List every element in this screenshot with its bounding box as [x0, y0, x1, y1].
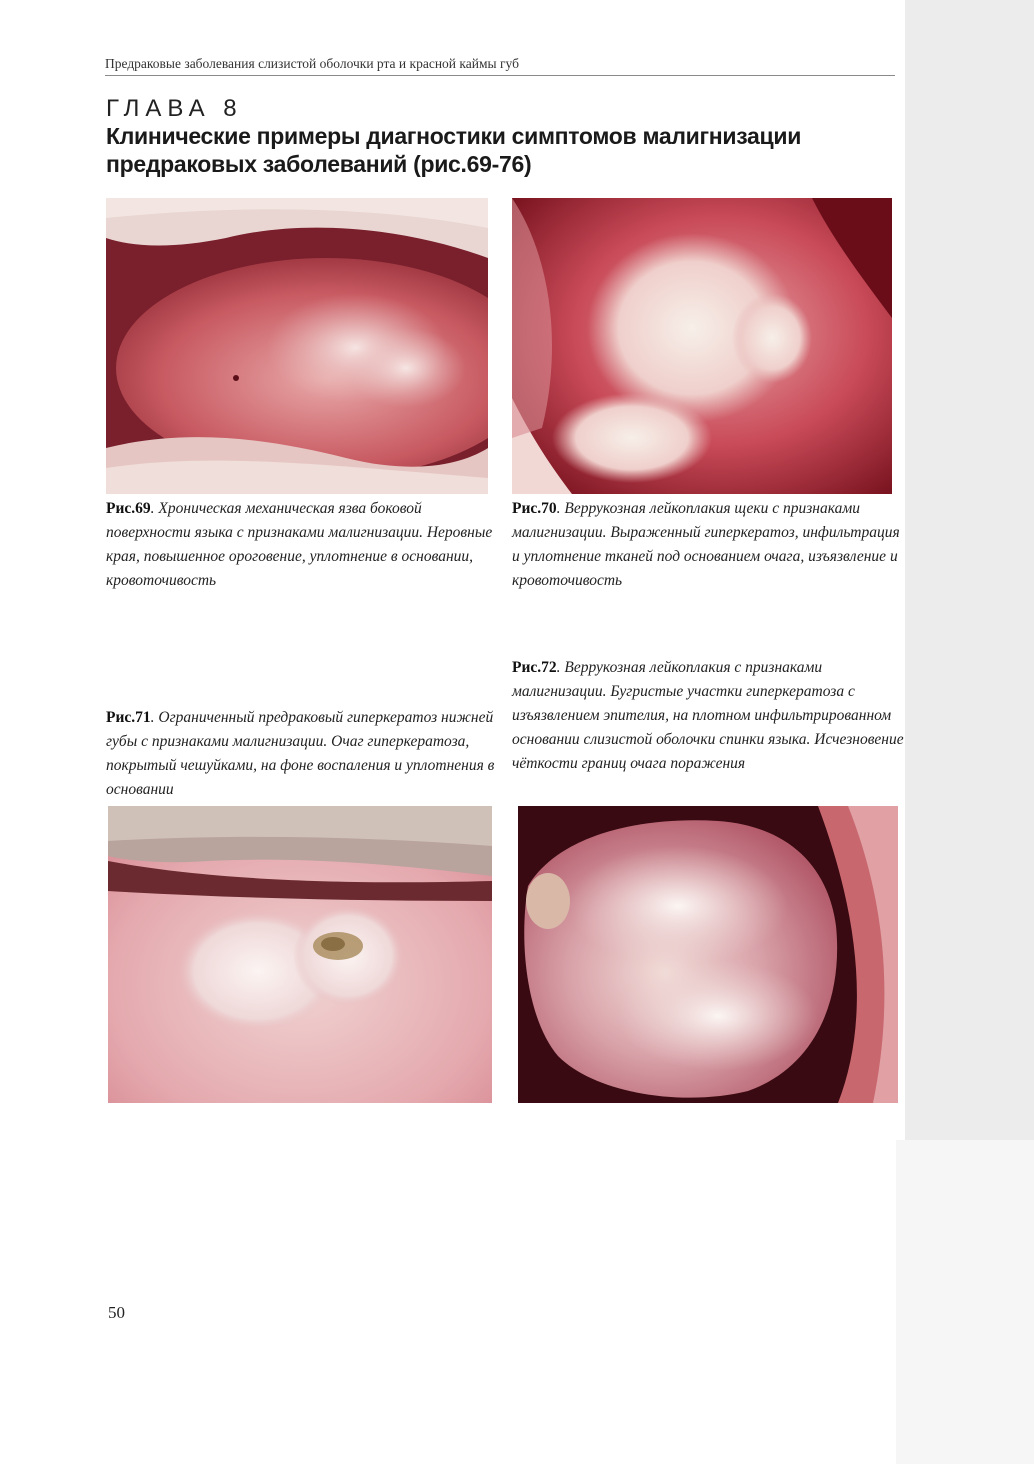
- figure-71-photo: [108, 806, 492, 1103]
- figure-caption-text: . Хроническая механическая язва боковой поверхности языка с признаками малигнизации. Неровные края, повышенное ороговение, уплотнение в основании, кровоточивость: [106, 500, 493, 589]
- figure-70-caption: [512, 497, 904, 593]
- chapter-label: ГЛАВА 8: [106, 95, 243, 122]
- chapter-title-line: предраковых заболеваний (рис.69-76): [106, 151, 532, 177]
- figure-number: Рис.70: [512, 500, 557, 517]
- figure-caption-text: . Веррукозная лейкоплакия с признаками малигнизации. Бугристые участки гиперкератоза с изъязвлением эпителия, на плотном инфильтрированном основании слизистой оболочки спинки языка. Исчезновение чёткости границ очага поражения: [512, 659, 904, 772]
- figure-caption-text: . Ограниченный предраковый гиперкератоз нижней губы с признаками малигнизации. Очаг гиперкератоза, покрытый чешуйками, на фоне воспаления и уплотнения в основании: [106, 709, 495, 798]
- verrucous-tongue-photo-icon: [518, 806, 898, 1103]
- running-head: Предраковые заболевания слизистой оболочки рта и красной каймы губ: [105, 56, 895, 76]
- ulcer-tongue-photo-icon: [106, 198, 488, 494]
- figure-69-photo: [106, 198, 488, 494]
- chapter-title: [106, 122, 866, 178]
- verrucous-cheek-photo-icon: [512, 198, 892, 494]
- figure-69-caption: [106, 497, 498, 593]
- figure-number: Рис.69: [106, 500, 151, 517]
- figure-71-caption: [106, 706, 498, 802]
- chapter-title-line: Клинические примеры диагностики симптомов малигнизации: [106, 123, 802, 149]
- figure-number: Рис.72: [512, 659, 557, 676]
- page-number: 50: [108, 1303, 125, 1322]
- figure-caption-text: . Веррукозная лейкоплакия щеки с признаками малигнизации. Выраженный гиперкератоз, инфильтрация и уплотнение тканей под основанием очага, изъязвление и кровоточивость: [512, 500, 900, 589]
- lip-hyperkeratosis-photo-icon: [108, 806, 492, 1103]
- figure-72-photo: [518, 806, 898, 1103]
- page-edge-shadow-bottom: [896, 1140, 1034, 1464]
- figure-72-caption: [512, 656, 904, 776]
- figure-number: Рис.71: [106, 709, 151, 726]
- figure-70-photo: [512, 198, 892, 494]
